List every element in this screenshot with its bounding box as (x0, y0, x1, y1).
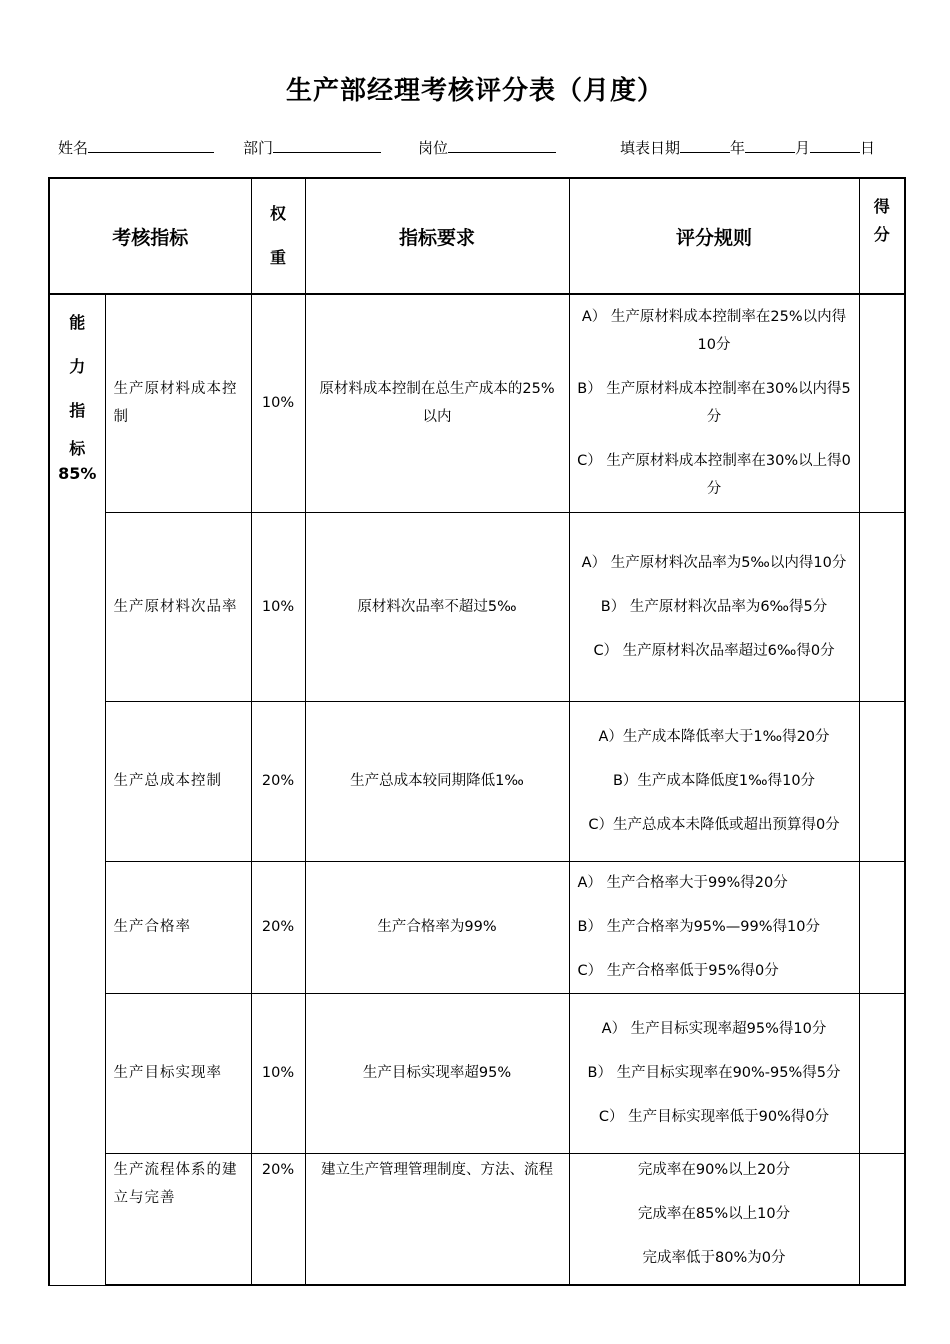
rule-item: B） 生产原材料次品率为6‰得5分 (600, 598, 828, 615)
rule-item: C） 生产原材料次品率超过6‰得0分 (593, 642, 835, 659)
rule-item: 完成率在90%以上20分 (637, 1161, 791, 1178)
indicator-requirement: 原材料成本控制在总生产成本的25%以内 (305, 294, 569, 512)
table-row (49, 861, 905, 993)
indicator-requirement: 原材料次品率不超过5‰ (305, 512, 569, 701)
dept-field[interactable] (243, 136, 381, 158)
day-label: 日 (860, 139, 876, 157)
indicator-requirement: 生产总成本较同期降低1‰ (305, 701, 569, 861)
month-label: 月 (795, 139, 811, 157)
header-requirement: 指标要求 (305, 178, 569, 294)
table-row (49, 993, 905, 1153)
header-score-char-1: 得 (873, 197, 890, 216)
category-char: 力 (69, 357, 86, 376)
evaluation-table (48, 177, 906, 1286)
header-weight (251, 178, 305, 294)
name-field[interactable] (58, 136, 214, 158)
category-char: 指 (69, 401, 86, 420)
table-row (49, 512, 905, 701)
table-row (49, 1153, 905, 1285)
name-label: 姓名 (58, 139, 89, 157)
table-row (49, 294, 905, 512)
position-field[interactable] (418, 136, 556, 158)
rule-item: A） 生产目标实现率超95%得10分 (601, 1021, 827, 1037)
rule-item: 完成率低于80%为0分 (642, 1249, 786, 1266)
rule-item: C）生产总成本未降低或超出预算得0分 (588, 817, 840, 833)
header-row (49, 178, 905, 294)
header-rules: 评分规则 (569, 178, 859, 294)
day-blank[interactable] (810, 136, 860, 153)
header-indicator: 考核指标 (49, 178, 251, 294)
rule-item: B） 生产目标实现率在90%-95%得5分 (587, 1065, 841, 1081)
rule-item: B） 生产原材料成本控制率在30%以内得5分 (577, 381, 851, 426)
indicator-weight: 20% (251, 861, 305, 993)
indicator-weight: 10% (251, 294, 305, 512)
indicator-weight: 10% (251, 993, 305, 1153)
indicator-weight: 10% (251, 512, 305, 701)
indicator-name: 生产原材料成本控制 (105, 294, 251, 512)
rule-item: B） 生产合格率为95%—99%得10分 (577, 919, 820, 935)
scoring-rules (569, 861, 859, 993)
score-cell[interactable] (859, 701, 905, 861)
score-cell[interactable] (859, 993, 905, 1153)
header-weight-char-1: 权 (270, 204, 287, 223)
indicator-name: 生产合格率 (105, 861, 251, 993)
indicator-name: 生产目标实现率 (105, 993, 251, 1153)
year-blank[interactable] (680, 136, 730, 153)
category-char: 能 (69, 313, 86, 332)
rule-item: C） 生产原材料成本控制率在30%以上得0分 (577, 453, 851, 498)
category-cell (49, 294, 105, 1285)
rule-item: 完成率在85%以上10分 (637, 1205, 791, 1222)
indicator-requirement: 生产目标实现率超95% (305, 993, 569, 1153)
scoring-rules (569, 993, 859, 1153)
page-title: 生产部经理考核评分表（月度） (285, 76, 664, 106)
indicator-name: 生产流程体系的建立与完善 (105, 1153, 251, 1285)
indicator-requirement: 建立生产管理管理制度、方法、流程 (305, 1153, 569, 1285)
header-score-char-2: 分 (873, 225, 890, 244)
name-blank[interactable] (88, 136, 214, 153)
rule-item: C） 生产合格率低于95%得0分 (577, 963, 779, 979)
date-field[interactable] (620, 136, 875, 158)
score-cell[interactable] (859, 512, 905, 701)
rule-item: A） 生产原材料次品率为5‰以内得10分 (581, 554, 847, 571)
header-weight-char-2: 重 (270, 248, 287, 267)
header-score (859, 178, 905, 294)
position-blank[interactable] (448, 136, 556, 153)
dept-blank[interactable] (273, 136, 381, 153)
table-row (49, 701, 905, 861)
rule-item: A）生产成本降低率大于1‰得20分 (598, 729, 830, 745)
indicator-weight: 20% (251, 1153, 305, 1285)
indicator-weight: 20% (251, 701, 305, 861)
rule-item: C） 生产目标实现率低于90%得0分 (598, 1109, 830, 1125)
month-blank[interactable] (745, 136, 795, 153)
indicator-name: 生产原材料次品率 (105, 512, 251, 701)
date-label: 填表日期 (620, 139, 681, 157)
rule-item: A） 生产合格率大于99%得20分 (577, 875, 788, 891)
position-label: 岗位 (418, 139, 449, 157)
category-char: 标 (69, 439, 86, 458)
score-cell[interactable] (859, 294, 905, 512)
category-percent: 85% (58, 464, 97, 483)
score-cell[interactable] (859, 1153, 905, 1285)
rule-item: A） 生产原材料成本控制率在25%以内得10分 (581, 309, 847, 354)
indicator-name: 生产总成本控制 (105, 701, 251, 861)
scoring-rules (569, 1153, 859, 1285)
dept-label: 部门 (243, 139, 274, 157)
scoring-rules (569, 512, 859, 701)
scoring-rules (569, 701, 859, 861)
rule-item: B）生产成本降低度1‰得10分 (612, 773, 816, 789)
indicator-requirement: 生产合格率为99% (305, 861, 569, 993)
year-label: 年 (730, 139, 746, 157)
score-cell[interactable] (859, 861, 905, 993)
scoring-rules (569, 294, 859, 512)
form-header (58, 136, 898, 158)
